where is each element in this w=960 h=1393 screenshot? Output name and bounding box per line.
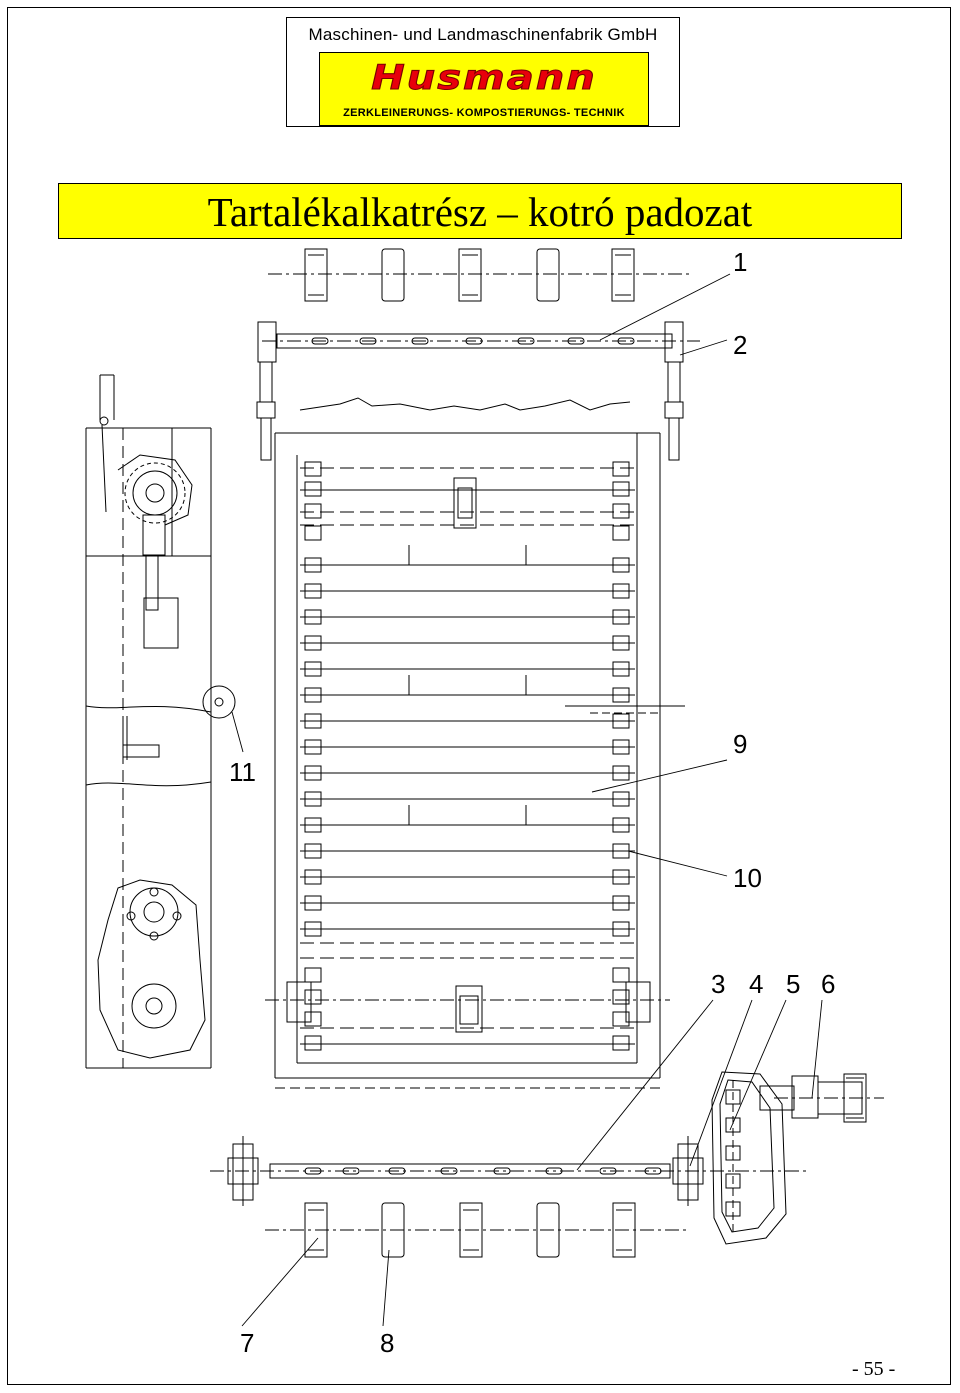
roller: [537, 249, 559, 301]
gearbox: [712, 1072, 884, 1244]
left-chain: [305, 462, 321, 1050]
callout-8: 8: [380, 1328, 395, 1358]
callout-11: 11: [229, 757, 256, 787]
top-sprocket-row: [268, 249, 690, 301]
sprocket: [459, 249, 481, 301]
page-number: - 55 -: [852, 1358, 896, 1380]
callout-4: 4: [749, 969, 764, 999]
callout-2: 2: [733, 330, 748, 360]
sprocket: [305, 249, 327, 301]
logo-company-name: Maschinen- und Landmaschinenfabrik GmbH: [308, 25, 658, 44]
logo-brand-name: Husmann: [371, 58, 597, 98]
callout-6: 6: [821, 969, 836, 999]
roller: [382, 249, 404, 301]
callout-1: 1: [733, 247, 748, 277]
logo-tagline: ZERKLEINERUNGS- KOMPOSTIERUNGS- TECHNIK: [343, 107, 625, 119]
right-chain: [613, 462, 629, 1050]
bottom-shaft: [210, 1136, 810, 1206]
callout-3: 3: [711, 969, 726, 999]
callout-9: 9: [733, 729, 748, 759]
bottom-sprocket-row: [265, 1203, 690, 1257]
callout-10: 10: [733, 863, 762, 893]
page-title: Tartalékalkatrész – kotró padozat: [207, 189, 753, 235]
floor-frame: [275, 433, 660, 1088]
sprocket: [612, 249, 634, 301]
conveyor-slats: [300, 468, 635, 1044]
callout-5: 5: [786, 969, 801, 999]
top-shaft: [257, 322, 700, 460]
floor-edge: [300, 398, 630, 410]
side-elevation: [86, 375, 235, 1068]
callout-7: 7: [240, 1328, 255, 1358]
